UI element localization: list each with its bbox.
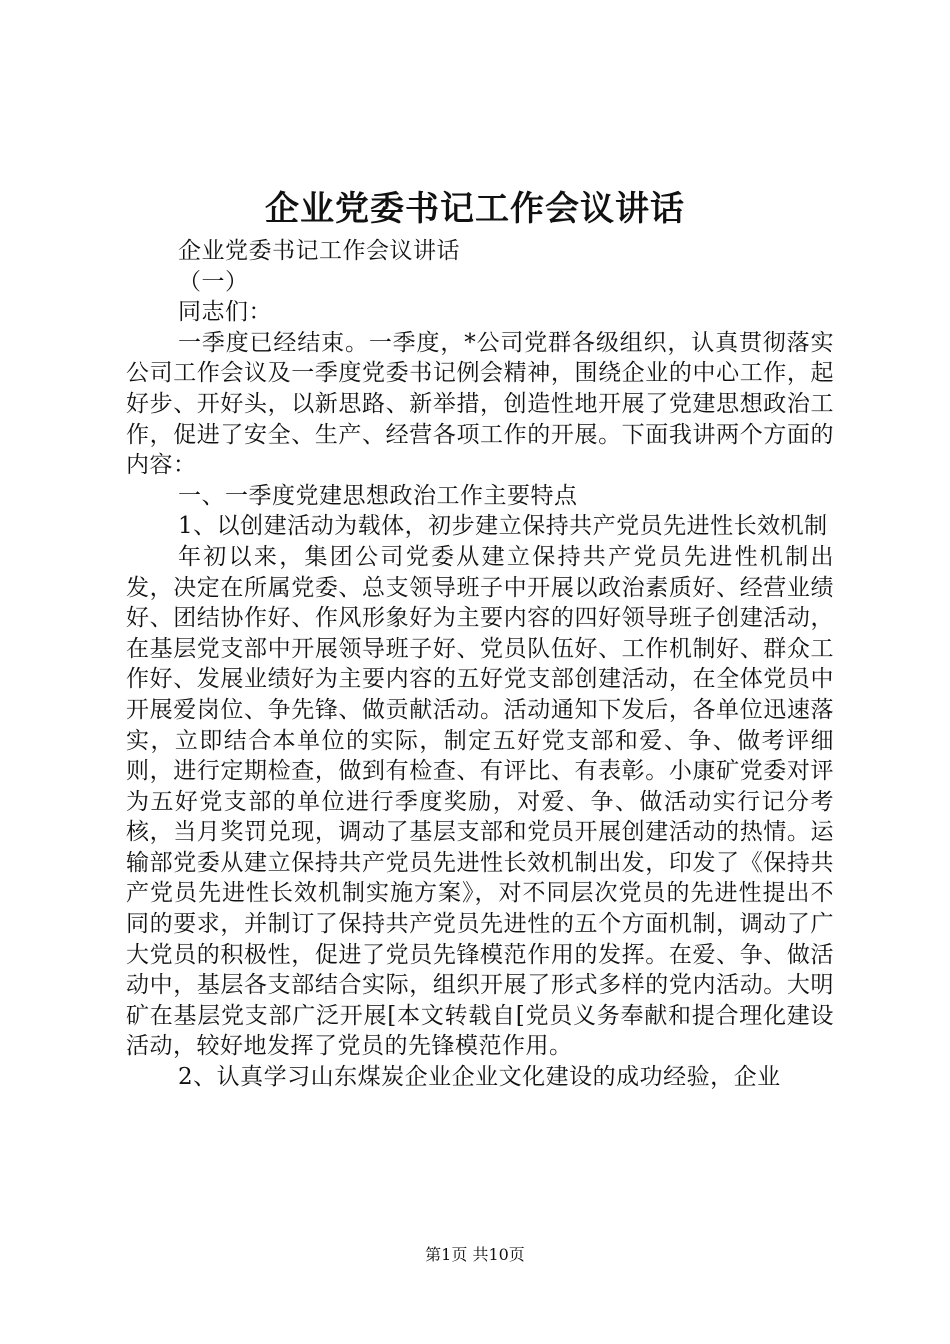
body-paragraph: 年初以来，集团公司党委从建立保持共产党员先进性机制出发，决定在所属党委、总支领导班子中开展以政治素质好、经营业绩好、团结协作好、作风形象好为主要内容的四好领导班子创建活动，在基层党支部中开展领导班子好、党员队伍好、工作机制好、群众工作好、发展业绩好为主要内容的五好党支部创建活动，在全体党员中开展爱岗位、争先锋、做贡献活动。活动通知下发后，各单位迅速落实，立即结合本单位的实际，制定五好党支部和爱、争、做考评细则，进行定期检查，做到有检查、有评比、有表彰。小康矿党委对评为五好党支部的单位进行季度奖励，对爱、争、做活动实行记分考核，当月奖罚兑现，调动了基层支部和党员开展创建活动的热情。运输部党委从建立保持共产党员先进性长效机制出发，印发了《保持共产党员先进性长效机制实施方案》，对不同层次党员的先进性提出不同的要求，并制订了保持共产党员先进性的五个方面机制，调动了广大党员的积极性，促进了党员先锋模范作用的发挥。在爱、争、做活动中，基层各支部结合实际，组织开展了形式多样的党内活动。大明矿在基层党支部广泛开展[本文转载自[党员义务奉献和提合理化建设活动，较好地发挥了党员的先锋模范作用。 [126, 543, 834, 1060]
subtitle-paragraph: 企业党委书记工作会议讲话 [178, 238, 460, 264]
intro-paragraph: 一季度已经结束。一季度，*公司党群各级组织，认真贯彻落实公司工作会议及一季度党委书记例会精神，围绕企业的中心工作，起好步、开好头，以新思路、新举措，创造性地开展了党建思想政治工作，促进了安全、生产、经营各项工作的开展。下面我讲两个方面的内容： [126, 329, 834, 479]
subsection-heading: 2、认真学习山东煤炭企业企业文化建设的成功经验，企业 [178, 1064, 781, 1091]
page-number-footer: 第1页 共10页 [425, 1245, 525, 1264]
document-body [126, 236, 834, 1093]
section-heading: 一、一季度党建思想政治工作主要特点 [178, 482, 578, 509]
section-marker: （一） [178, 268, 249, 295]
subsection-heading: 1、以创建活动为载体，初步建立保持共产党员先进性长效机制 [178, 513, 828, 540]
salutation: 同志们： [178, 299, 272, 326]
document-title: 企业党委书记工作会议讲话 [265, 189, 685, 229]
